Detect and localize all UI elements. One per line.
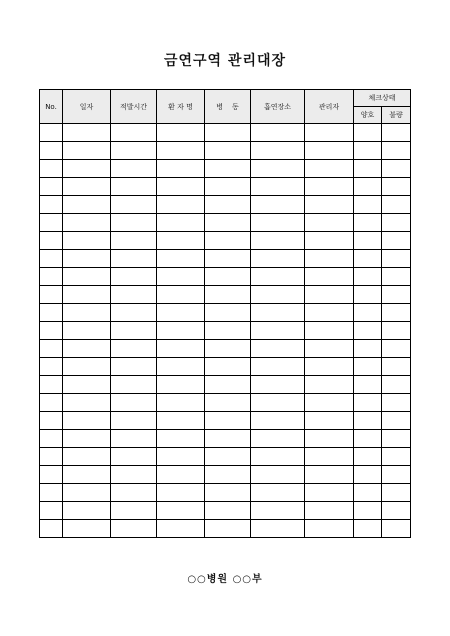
good-cell[interactable]: [354, 268, 382, 286]
found-time-cell[interactable]: [111, 484, 157, 502]
good-cell[interactable]: [354, 322, 382, 340]
bad-cell[interactable]: [382, 286, 411, 304]
found-time-cell[interactable]: [111, 286, 157, 304]
bad-cell[interactable]: [382, 430, 411, 448]
smoking-place-cell[interactable]: [251, 142, 305, 160]
patient-name-cell[interactable]: [157, 502, 205, 520]
no-cell[interactable]: [40, 484, 63, 502]
good-cell[interactable]: [354, 178, 382, 196]
smoking-place-cell[interactable]: [251, 304, 305, 322]
ward-cell[interactable]: [205, 484, 251, 502]
smoking-place-cell[interactable]: [251, 448, 305, 466]
ward-cell[interactable]: [205, 502, 251, 520]
found-time-cell[interactable]: [111, 358, 157, 376]
table-row: [40, 232, 411, 250]
ward-cell[interactable]: [205, 322, 251, 340]
date-cell[interactable]: [63, 250, 111, 268]
good-cell[interactable]: [354, 124, 382, 142]
patient-name-cell[interactable]: [157, 520, 205, 538]
date-cell[interactable]: [63, 322, 111, 340]
patient-name-cell[interactable]: [157, 232, 205, 250]
date-cell[interactable]: [63, 214, 111, 232]
no-smoking-area-log-table: [39, 89, 411, 538]
found-time-cell[interactable]: [111, 412, 157, 430]
table-row: [40, 520, 411, 538]
manager-cell[interactable]: [305, 286, 354, 304]
found-time-cell[interactable]: [111, 268, 157, 286]
ward-cell[interactable]: [205, 142, 251, 160]
found-time-cell[interactable]: [111, 160, 157, 178]
header-no: No.: [40, 90, 63, 124]
good-cell[interactable]: [354, 376, 382, 394]
found-time-cell[interactable]: [111, 448, 157, 466]
good-cell[interactable]: [354, 340, 382, 358]
table-row: [40, 286, 411, 304]
no-cell[interactable]: [40, 178, 63, 196]
no-cell[interactable]: [40, 196, 63, 214]
smoking-place-cell[interactable]: [251, 268, 305, 286]
smoking-place-cell[interactable]: [251, 340, 305, 358]
manager-cell[interactable]: [305, 214, 354, 232]
smoking-place-cell[interactable]: [251, 214, 305, 232]
ward-cell[interactable]: [205, 250, 251, 268]
found-time-cell[interactable]: [111, 340, 157, 358]
ward-cell[interactable]: [205, 124, 251, 142]
manager-cell[interactable]: [305, 160, 354, 178]
found-time-cell[interactable]: [111, 520, 157, 538]
good-cell[interactable]: [354, 286, 382, 304]
smoking-place-cell[interactable]: [251, 196, 305, 214]
ward-cell[interactable]: [205, 196, 251, 214]
manager-cell[interactable]: [305, 520, 354, 538]
bad-cell[interactable]: [382, 196, 411, 214]
patient-name-cell[interactable]: [157, 196, 205, 214]
header-check-status: 체크상태: [354, 90, 411, 107]
header-bad: 불량: [382, 107, 411, 124]
manager-cell[interactable]: [305, 448, 354, 466]
smoking-place-cell[interactable]: [251, 376, 305, 394]
found-time-cell[interactable]: [111, 124, 157, 142]
bad-cell[interactable]: [382, 466, 411, 484]
patient-name-cell[interactable]: [157, 448, 205, 466]
no-cell[interactable]: [40, 520, 63, 538]
good-cell[interactable]: [354, 304, 382, 322]
found-time-cell[interactable]: [111, 232, 157, 250]
patient-name-cell[interactable]: [157, 376, 205, 394]
no-cell[interactable]: [40, 250, 63, 268]
table-row: [40, 142, 411, 160]
table-row: [40, 484, 411, 502]
smoking-place-cell[interactable]: [251, 358, 305, 376]
bad-cell[interactable]: [382, 520, 411, 538]
smoking-place-cell[interactable]: [251, 178, 305, 196]
bad-cell[interactable]: [382, 376, 411, 394]
date-cell[interactable]: [63, 502, 111, 520]
date-cell[interactable]: [63, 160, 111, 178]
table-row: [40, 430, 411, 448]
smoking-place-cell[interactable]: [251, 232, 305, 250]
smoking-place-cell[interactable]: [251, 412, 305, 430]
manager-cell[interactable]: [305, 124, 354, 142]
patient-name-cell[interactable]: [157, 430, 205, 448]
no-cell[interactable]: [40, 448, 63, 466]
manager-cell[interactable]: [305, 322, 354, 340]
table-row: [40, 196, 411, 214]
no-cell[interactable]: [40, 340, 63, 358]
manager-cell[interactable]: [305, 250, 354, 268]
date-cell[interactable]: [63, 376, 111, 394]
manager-cell[interactable]: [305, 466, 354, 484]
patient-name-cell[interactable]: [157, 124, 205, 142]
patient-name-cell[interactable]: [157, 358, 205, 376]
smoking-place-cell[interactable]: [251, 124, 305, 142]
date-cell[interactable]: [63, 412, 111, 430]
manager-cell[interactable]: [305, 142, 354, 160]
found-time-cell[interactable]: [111, 196, 157, 214]
no-cell[interactable]: [40, 412, 63, 430]
date-cell[interactable]: [63, 394, 111, 412]
ward-cell[interactable]: [205, 412, 251, 430]
table-row: [40, 160, 411, 178]
manager-cell[interactable]: [305, 340, 354, 358]
no-cell[interactable]: [40, 304, 63, 322]
good-cell[interactable]: [354, 358, 382, 376]
header-found-time: 적발시간: [111, 90, 157, 124]
found-time-cell[interactable]: [111, 304, 157, 322]
bad-cell[interactable]: [382, 232, 411, 250]
bad-cell[interactable]: [382, 322, 411, 340]
bad-cell[interactable]: [382, 484, 411, 502]
ward-cell[interactable]: [205, 268, 251, 286]
no-cell[interactable]: [40, 124, 63, 142]
no-cell[interactable]: [40, 268, 63, 286]
good-cell[interactable]: [354, 466, 382, 484]
manager-cell[interactable]: [305, 268, 354, 286]
table-row: [40, 322, 411, 340]
patient-name-cell[interactable]: [157, 322, 205, 340]
found-time-cell[interactable]: [111, 430, 157, 448]
manager-cell[interactable]: [305, 304, 354, 322]
table-row: [40, 376, 411, 394]
smoking-place-cell[interactable]: [251, 160, 305, 178]
bad-cell[interactable]: [382, 214, 411, 232]
patient-name-cell[interactable]: [157, 250, 205, 268]
no-cell[interactable]: [40, 232, 63, 250]
ward-cell[interactable]: [205, 178, 251, 196]
date-cell[interactable]: [63, 124, 111, 142]
smoking-place-cell[interactable]: [251, 430, 305, 448]
table-row: [40, 340, 411, 358]
table-row: [40, 124, 411, 142]
ward-cell[interactable]: [205, 304, 251, 322]
good-cell[interactable]: [354, 142, 382, 160]
manager-cell[interactable]: [305, 376, 354, 394]
no-cell[interactable]: [40, 142, 63, 160]
table-row: [40, 448, 411, 466]
manager-cell[interactable]: [305, 394, 354, 412]
manager-cell[interactable]: [305, 358, 354, 376]
no-cell[interactable]: [40, 376, 63, 394]
found-time-cell[interactable]: [111, 376, 157, 394]
manager-cell[interactable]: [305, 196, 354, 214]
date-cell[interactable]: [63, 448, 111, 466]
no-cell[interactable]: [40, 502, 63, 520]
found-time-cell[interactable]: [111, 142, 157, 160]
ward-cell[interactable]: [205, 232, 251, 250]
ward-cell[interactable]: [205, 340, 251, 358]
header-ward: 병 동: [205, 90, 251, 124]
table-row: [40, 412, 411, 430]
table-row: [40, 250, 411, 268]
good-cell[interactable]: [354, 250, 382, 268]
ward-cell[interactable]: [205, 160, 251, 178]
found-time-cell[interactable]: [111, 250, 157, 268]
bad-cell[interactable]: [382, 250, 411, 268]
found-time-cell[interactable]: [111, 214, 157, 232]
date-cell[interactable]: [63, 430, 111, 448]
good-cell[interactable]: [354, 214, 382, 232]
bad-cell[interactable]: [382, 160, 411, 178]
no-cell[interactable]: [40, 160, 63, 178]
ward-cell[interactable]: [205, 214, 251, 232]
patient-name-cell[interactable]: [157, 268, 205, 286]
no-cell[interactable]: [40, 466, 63, 484]
date-cell[interactable]: [63, 358, 111, 376]
good-cell[interactable]: [354, 196, 382, 214]
log-body: [40, 124, 411, 538]
table-row: [40, 502, 411, 520]
smoking-place-cell[interactable]: [251, 502, 305, 520]
no-cell[interactable]: [40, 430, 63, 448]
bad-cell[interactable]: [382, 340, 411, 358]
header-date: 일자: [63, 90, 111, 124]
document-title: 금연구역 관리대장: [163, 53, 287, 69]
date-cell[interactable]: [63, 232, 111, 250]
patient-name-cell[interactable]: [157, 394, 205, 412]
bad-cell[interactable]: [382, 394, 411, 412]
good-cell[interactable]: [354, 412, 382, 430]
bad-cell[interactable]: [382, 358, 411, 376]
patient-name-cell[interactable]: [157, 178, 205, 196]
bad-cell[interactable]: [382, 142, 411, 160]
date-cell[interactable]: [63, 304, 111, 322]
ward-cell[interactable]: [205, 376, 251, 394]
patient-name-cell[interactable]: [157, 340, 205, 358]
date-cell[interactable]: [63, 196, 111, 214]
date-cell[interactable]: [63, 286, 111, 304]
table-row: [40, 358, 411, 376]
patient-name-cell[interactable]: [157, 214, 205, 232]
header-good: 양호: [354, 107, 382, 124]
bad-cell[interactable]: [382, 412, 411, 430]
good-cell[interactable]: [354, 430, 382, 448]
no-cell[interactable]: [40, 286, 63, 304]
good-cell[interactable]: [354, 502, 382, 520]
patient-name-cell[interactable]: [157, 466, 205, 484]
date-cell[interactable]: [63, 142, 111, 160]
date-cell[interactable]: [63, 520, 111, 538]
date-cell[interactable]: [63, 178, 111, 196]
found-time-cell[interactable]: [111, 502, 157, 520]
found-time-cell[interactable]: [111, 178, 157, 196]
ward-cell[interactable]: [205, 520, 251, 538]
found-time-cell[interactable]: [111, 322, 157, 340]
manager-cell[interactable]: [305, 502, 354, 520]
patient-name-cell[interactable]: [157, 286, 205, 304]
good-cell[interactable]: [354, 232, 382, 250]
smoking-place-cell[interactable]: [251, 484, 305, 502]
ward-cell[interactable]: [205, 358, 251, 376]
found-time-cell[interactable]: [111, 394, 157, 412]
no-cell[interactable]: [40, 358, 63, 376]
bad-cell[interactable]: [382, 448, 411, 466]
table-row: [40, 466, 411, 484]
no-cell[interactable]: [40, 322, 63, 340]
manager-cell[interactable]: [305, 178, 354, 196]
ward-cell[interactable]: [205, 448, 251, 466]
manager-cell[interactable]: [305, 412, 354, 430]
patient-name-cell[interactable]: [157, 304, 205, 322]
footer-department: ○○병원 ○○부: [187, 574, 263, 585]
bad-cell[interactable]: [382, 268, 411, 286]
date-cell[interactable]: [63, 484, 111, 502]
ward-cell[interactable]: [205, 466, 251, 484]
table-row: [40, 268, 411, 286]
manager-cell[interactable]: [305, 232, 354, 250]
bad-cell[interactable]: [382, 178, 411, 196]
good-cell[interactable]: [354, 448, 382, 466]
good-cell[interactable]: [354, 394, 382, 412]
ward-cell[interactable]: [205, 286, 251, 304]
found-time-cell[interactable]: [111, 466, 157, 484]
good-cell[interactable]: [354, 484, 382, 502]
smoking-place-cell[interactable]: [251, 250, 305, 268]
smoking-place-cell[interactable]: [251, 286, 305, 304]
good-cell[interactable]: [354, 160, 382, 178]
smoking-place-cell[interactable]: [251, 466, 305, 484]
date-cell[interactable]: [63, 268, 111, 286]
no-cell[interactable]: [40, 394, 63, 412]
patient-name-cell[interactable]: [157, 412, 205, 430]
patient-name-cell[interactable]: [157, 142, 205, 160]
bad-cell[interactable]: [382, 304, 411, 322]
smoking-place-cell[interactable]: [251, 520, 305, 538]
patient-name-cell[interactable]: [157, 160, 205, 178]
patient-name-cell[interactable]: [157, 484, 205, 502]
bad-cell[interactable]: [382, 502, 411, 520]
table-row: [40, 394, 411, 412]
header-manager: 관리자: [305, 90, 354, 124]
date-cell[interactable]: [63, 466, 111, 484]
header-smoking-place: 흡연장소: [251, 90, 305, 124]
table-row: [40, 304, 411, 322]
ward-cell[interactable]: [205, 394, 251, 412]
good-cell[interactable]: [354, 520, 382, 538]
ward-cell[interactable]: [205, 430, 251, 448]
manager-cell[interactable]: [305, 430, 354, 448]
manager-cell[interactable]: [305, 484, 354, 502]
table-row: [40, 178, 411, 196]
no-cell[interactable]: [40, 214, 63, 232]
smoking-place-cell[interactable]: [251, 394, 305, 412]
header-patient-name: 환 자 명: [157, 90, 205, 124]
smoking-place-cell[interactable]: [251, 322, 305, 340]
bad-cell[interactable]: [382, 124, 411, 142]
table-row: [40, 214, 411, 232]
date-cell[interactable]: [63, 340, 111, 358]
